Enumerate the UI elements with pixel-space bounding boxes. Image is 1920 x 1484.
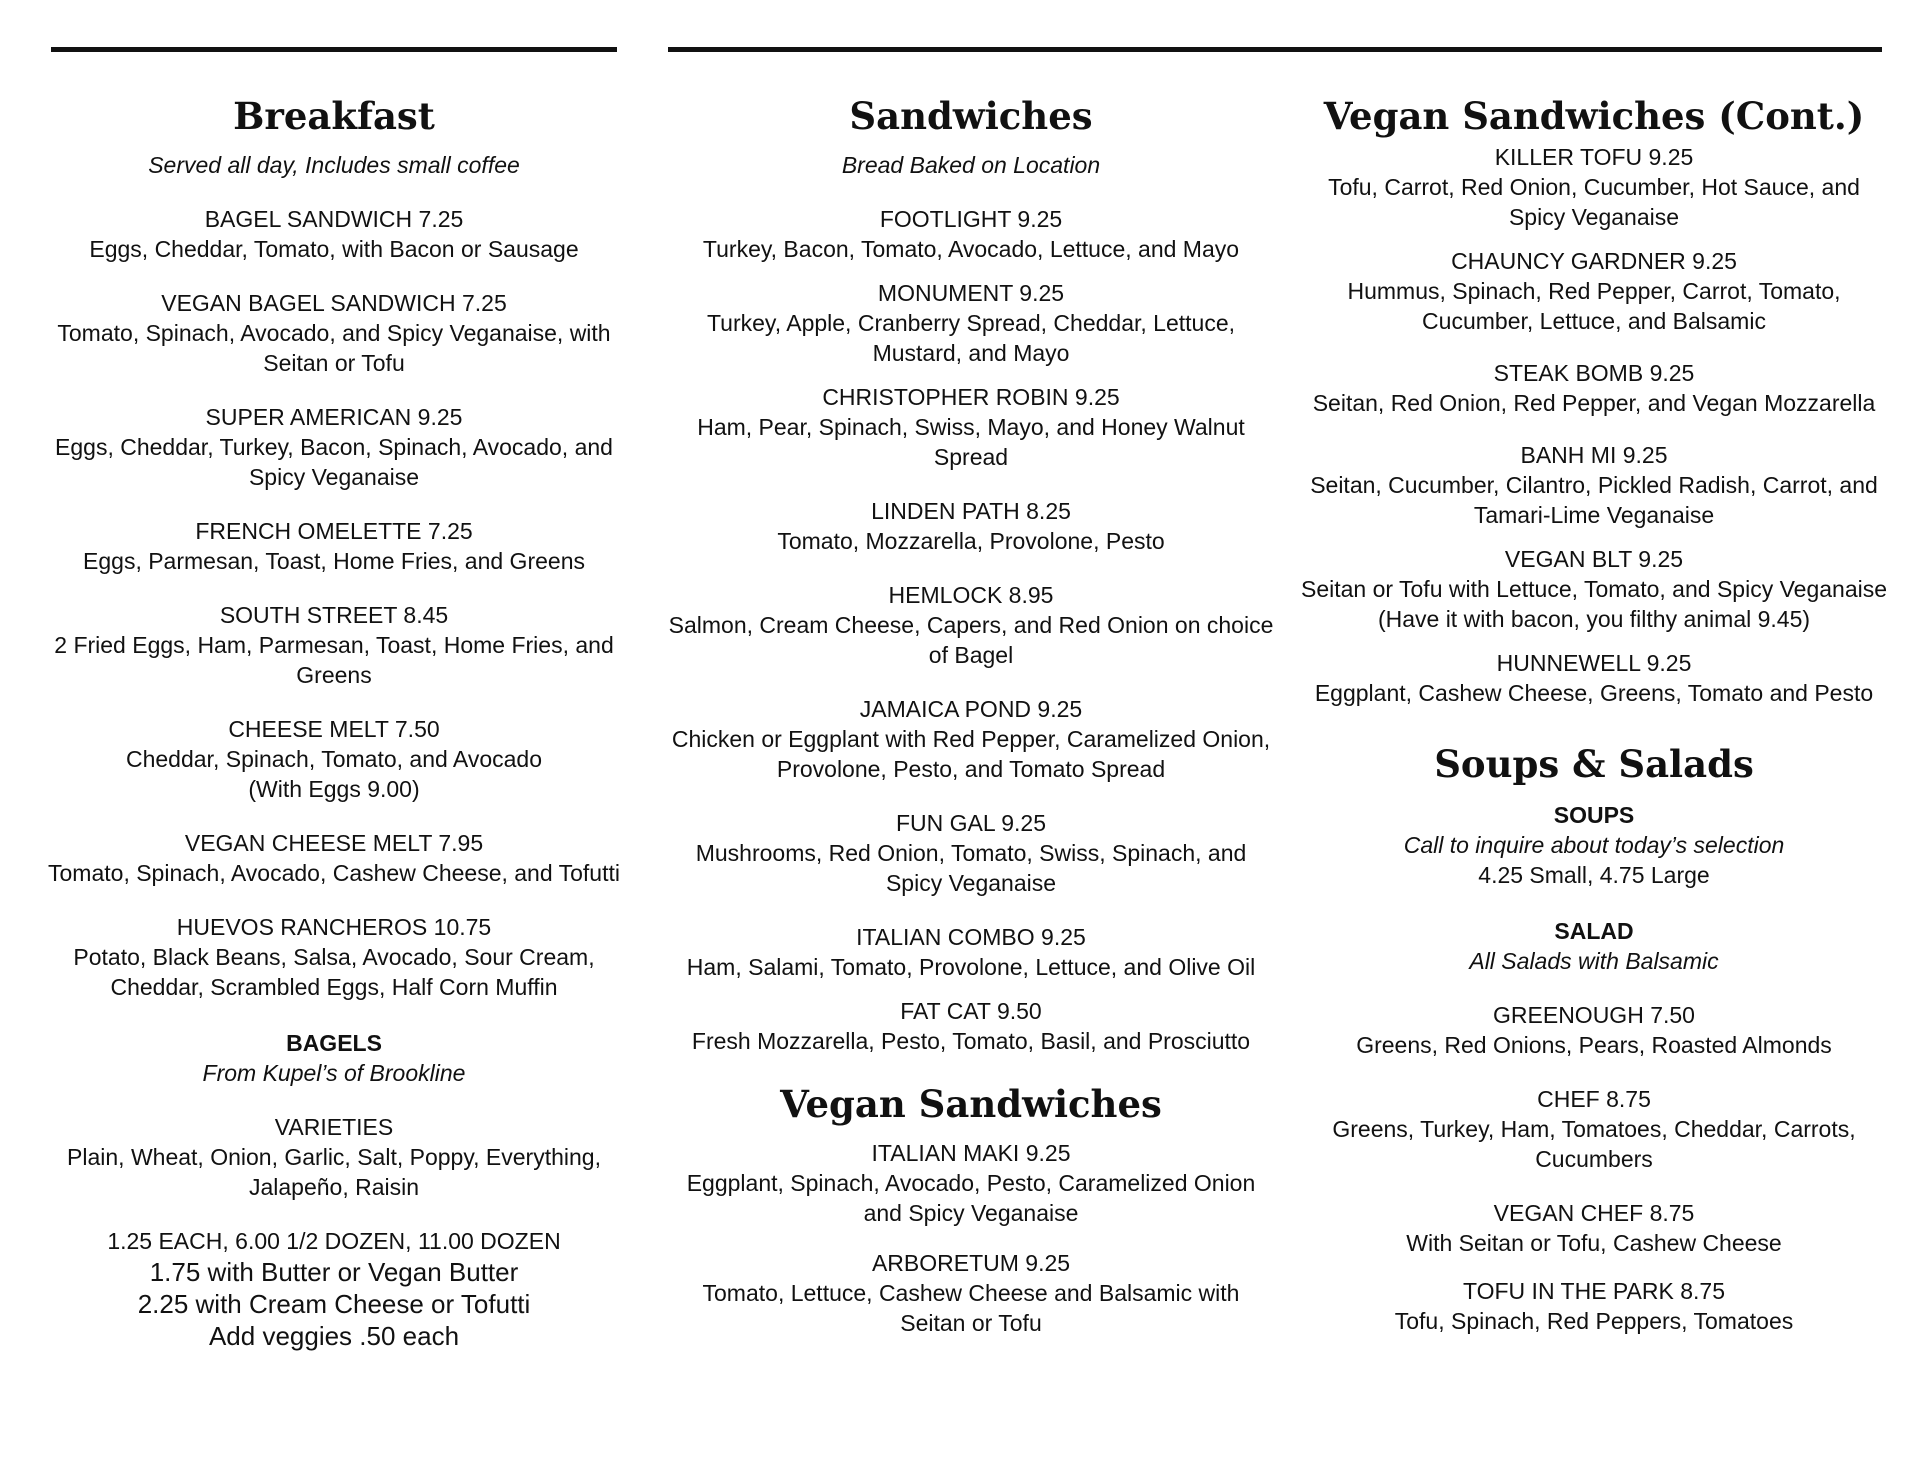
menu-item: FRENCH OMELETTE 7.25 Eggs, Parmesan, Toast, Home Fries, and Greens <box>83 518 585 574</box>
menu-item: LINDEN PATH 8.25 Tomato, Mozzarella, Provolone, Pesto <box>777 498 1165 554</box>
menu-item: FOOTLIGHT 9.25 Turkey, Bacon, Tomato, Avocado, Lettuce, and Mayo <box>702 206 1240 262</box>
sandwiches-subtitle: Bread Baked on Location <box>841 152 1101 178</box>
vegan-sandwiches-title: Vegan Sandwiches <box>780 1082 1162 1126</box>
vegan-cont-items <box>1300 142 1888 708</box>
menu-item: ITALIAN COMBO 9.25 Ham, Salami, Tomato, Provolone, Lettuce, and Olive Oil <box>686 924 1256 980</box>
menu-item: ITALIAN MAKI 9.25 Eggplant, Spinach, Avocado, Pesto, Caramelized Onion and Spicy Veganaise <box>686 1140 1256 1226</box>
menu-item: SUPER AMERICAN 9.25 Eggs, Cheddar, Turkey, Bacon, Spinach, Avocado, and Spicy Veganaise <box>55 404 613 490</box>
soups-salads-title: Soups & Salads <box>1434 742 1754 786</box>
sandwiches-items <box>668 204 1274 1056</box>
top-rule-left <box>51 47 617 52</box>
bagel-prices: 1.25 EACH, 6.00 1/2 DOZEN, 11.00 DOZEN 1.75 with Butter or Vegan Butter 2.25 with Cream Cheese or Tofutti Add veggies .50 each <box>107 1228 561 1351</box>
menu-item: CHEF 8.75 Greens, Turkey, Ham, Tomatoes, Cheddar, Carrots, Cucumbers <box>1332 1086 1856 1172</box>
soups-price: 4.25 Small, 4.75 Large <box>1478 862 1710 888</box>
soups-salads-section <box>1300 738 1888 1336</box>
menu-item: HUNNEWELL 9.25 Eggplant, Cashew Cheese, Greens, Tomato and Pesto <box>1314 650 1874 706</box>
sandwiches-title: Sandwiches <box>849 94 1093 138</box>
menu-item: VARIETIES Plain, Wheat, Onion, Garlic, Salt, Poppy, Everything, Jalapeño, Raisin <box>67 1114 601 1200</box>
menu-item: FUN GAL 9.25 Mushrooms, Red Onion, Tomato, Swiss, Spinach, and Spicy Veganaise <box>695 810 1247 896</box>
menu-item: HUEVOS RANCHEROS 10.75 Potato, Black Beans, Salsa, Avocado, Sour Cream, Cheddar, Scrambled Eggs, Half Corn Muffin <box>73 914 595 1000</box>
breakfast-column <box>46 90 622 1352</box>
menu-item: CHRISTOPHER ROBIN 9.25 Ham, Pear, Spinach, Swiss, Mayo, and Honey Walnut Spread <box>697 384 1245 470</box>
menu-item: SOUTH STREET 8.45 2 Fried Eggs, Ham, Parmesan, Toast, Home Fries, and Greens <box>54 602 614 688</box>
menu-item: BAGEL SANDWICH 7.25 Eggs, Cheddar, Tomato, with Bacon or Sausage <box>89 206 579 262</box>
menu-item: KILLER TOFU 9.25 Tofu, Carrot, Red Onion, Cucumber, Hot Sauce, and Spicy Veganaise <box>1328 144 1860 230</box>
menu-item: BANH MI 9.25 Seitan, Cucumber, Cilantro, Pickled Radish, Carrot, and Tamari-Lime Veganaise <box>1310 442 1878 528</box>
soups-subtitle: Call to inquire about today’s selection <box>1403 832 1785 858</box>
menu-item: VEGAN BAGEL SANDWICH 7.25 Tomato, Spinach, Avocado, and Spicy Veganaise, with Seitan or Tofu <box>57 290 611 376</box>
breakfast-subtitle: Served all day, Includes small coffee <box>148 152 520 178</box>
menu-item: HEMLOCK 8.95 Salmon, Cream Cheese, Capers, and Red Onion on choice of Bagel <box>668 582 1274 668</box>
salad-items <box>1300 1000 1888 1336</box>
sandwiches-column <box>668 90 1274 1338</box>
salad-heading: SALAD <box>1554 918 1634 944</box>
vegan-cont-column <box>1300 90 1888 1336</box>
menu-item: MONUMENT 9.25 Turkey, Apple, Cranberry Spread, Cheddar, Lettuce, Mustard, and Mayo <box>706 280 1235 366</box>
menu-item: ARBORETUM 9.25 Tomato, Lettuce, Cashew Cheese and Balsamic with Seitan or Tofu <box>702 1250 1240 1336</box>
menu-item: JAMAICA POND 9.25 Chicken or Eggplant with Red Pepper, Caramelized Onion, Provolone, Pesto, and Tomato Spread <box>671 696 1271 782</box>
menu-item: CHAUNCY GARDNER 9.25 Hummus, Spinach, Red Pepper, Carrot, Tomato, Cucumber, Lettuce, and Balsamic <box>1347 248 1841 334</box>
menu-item: VEGAN BLT 9.25 Seitan or Tofu with Lettuce, Tomato, and Spicy Veganaise (Have it with bacon, you filthy animal 9.45) <box>1300 546 1888 632</box>
breakfast-items <box>46 204 622 1002</box>
breakfast-title: Breakfast <box>233 94 435 138</box>
menu-item: CHEESE MELT 7.50 Cheddar, Spinach, Tomato, and Avocado (With Eggs 9.00) <box>125 716 542 802</box>
menu-item: TOFU IN THE PARK 8.75 Tofu, Spinach, Red Peppers, Tomatoes <box>1394 1278 1794 1334</box>
menu-item: GREENOUGH 7.50 Greens, Red Onions, Pears, Roasted Almonds <box>1356 1002 1832 1058</box>
menu-item: VEGAN CHEF 8.75 With Seitan or Tofu, Cashew Cheese <box>1406 1200 1782 1256</box>
vegan-cont-title: Vegan Sandwiches (Cont.) <box>1323 94 1865 138</box>
top-rule-right <box>668 47 1882 52</box>
menu-item: VEGAN CHEESE MELT 7.95 Tomato, Spinach, Avocado, Cashew Cheese, and Tofutti <box>48 830 620 886</box>
salad-block <box>1300 916 1888 976</box>
bagels-heading: BAGELS <box>286 1030 382 1056</box>
vegan-sandwiches-items <box>668 1138 1274 1338</box>
bagels-section <box>46 1028 622 1352</box>
menu-item: FAT CAT 9.50 Fresh Mozzarella, Pesto, Tomato, Basil, and Prosciutto <box>691 998 1251 1054</box>
soups-heading: SOUPS <box>1553 802 1635 828</box>
menu-item: STEAK BOMB 9.25 Seitan, Red Onion, Red Pepper, and Vegan Mozzarella <box>1312 360 1876 416</box>
bagels-subtitle: From Kupel’s of Brookline <box>202 1060 466 1086</box>
salad-subtitle: All Salads with Balsamic <box>1469 948 1719 974</box>
soups-block <box>1300 800 1888 890</box>
